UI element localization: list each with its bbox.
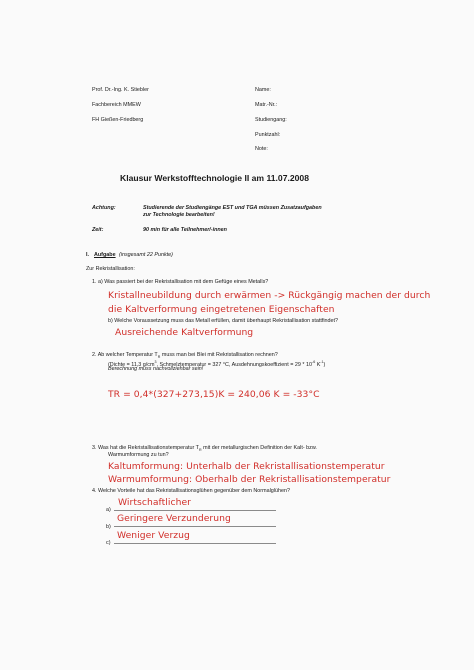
q2-line-3: Berechnung muss nachvollziehbar sein! xyxy=(108,366,204,372)
section-number: I. xyxy=(86,252,89,258)
q2-answer: TR = 0,4*(327+273,15)K = 240,06 K = -33°C xyxy=(108,389,320,400)
q4-item-c-answer: Weniger Verzug xyxy=(117,530,190,541)
q2-sup-1: 3 xyxy=(154,360,157,364)
q3-line-1-post: mit der metallurgischen Definition der Kalt- bzw. xyxy=(201,445,317,451)
q4-item-a-answer-line xyxy=(114,496,276,511)
q4-item-b-letter: b) xyxy=(106,524,111,530)
q2-line-2-mid: , Schmelztemperatur = 327 °C, Ausdehnungskoeffizient = 29 * 10 xyxy=(156,361,312,368)
field-note-label: Note: xyxy=(255,146,268,152)
q4-item-b-answer-line xyxy=(114,512,276,527)
q2-unit: K xyxy=(315,361,321,368)
time-label: Zeit: xyxy=(92,227,104,233)
q3-line-2: Warmumformung zu tun? xyxy=(108,452,169,458)
section-topic: Zur Rekristallisation: xyxy=(86,266,135,272)
exam-title: Klausur Werkstofftechnologie II am 11.07.2008 xyxy=(120,173,309,183)
q2-line-1-post: muss man bei Blei mit Rekristallisation rechnen? xyxy=(160,352,278,358)
q3-answer-line-1: Kaltumformung: Unterhalb der Rekristallisationstemperatur xyxy=(108,461,385,472)
field-name-label: Name: xyxy=(255,87,271,93)
q2-sup-3: -1 xyxy=(320,360,324,364)
field-matrikel-label: Matr.-Nr.: xyxy=(255,102,278,108)
q4-item-a-letter: a) xyxy=(106,507,111,513)
q2-line-1-pre: 2. Ab welcher Temperatur T xyxy=(92,352,158,358)
field-punktzahl-label: Punktzahl: xyxy=(255,132,281,138)
department: Fachbereich MMEW xyxy=(92,102,141,108)
q4-item-b-answer: Geringere Verzunderung xyxy=(117,513,231,524)
q4-question: 4. Welche Vorteile hat das Rekristallisationsglühen gegenüber dem Normalglühen? xyxy=(92,488,290,494)
section-name: Aufgabe xyxy=(94,252,116,258)
q2-subscript: R xyxy=(157,355,161,360)
q2-sup-2: -6 xyxy=(312,360,316,364)
notice-line-1: Studierende der Studiengänge EST und TGA müssen Zusatzaufgaben xyxy=(143,205,322,211)
notice-label: Achtung: xyxy=(92,205,116,211)
section-points: (insgesamt 22 Punkte) xyxy=(119,252,173,258)
q3-line-1-pre: 3. Was hat die Rekristallisationstemperatur T xyxy=(92,445,199,451)
q2-line-2-end: ) xyxy=(323,361,326,368)
q2-line-2-pre: (Dichte = 11,3 g/cm xyxy=(108,361,155,368)
professor-name: Prof. Dr.-Ing. K. Stiebler xyxy=(92,87,149,93)
field-studiengang-label: Studiengang: xyxy=(255,117,287,123)
time-text: 90 min für alle Teilnehmer/-innen xyxy=(143,227,227,233)
q4-item-c-letter: c) xyxy=(106,540,111,546)
q1b-text: b) Welche Voraussetzung muss das Metall erfüllen, damit überhaupt Rekristallisation stattfindet? xyxy=(108,318,339,324)
q1a-answer-line-1: Kristallneubildung durch erwärmen -> Rückgängig machen der durch xyxy=(108,290,431,301)
q3-subscript: R xyxy=(198,448,202,453)
notice-line-2: zur Technologie bearbeiten! xyxy=(143,212,215,218)
q3-answer-line-2: Warmumformung: Oberhalb der Rekristallisationstemperatur xyxy=(108,474,391,485)
university: FH Gießen-Friedberg xyxy=(92,117,144,123)
q4-item-c-answer-line xyxy=(114,529,276,544)
q1b-answer: Ausreichende Kaltverformung xyxy=(115,327,254,338)
q4-item-a-answer: Wirtschaftlicher xyxy=(118,497,191,508)
q1a-text: 1. a) Was passiert bei der Rekristallisation mit dem Gefüge eines Metalls? xyxy=(92,279,269,285)
q1a-answer-line-2: die Kaltverformung eingetretenen Eigenschaften xyxy=(108,304,335,315)
